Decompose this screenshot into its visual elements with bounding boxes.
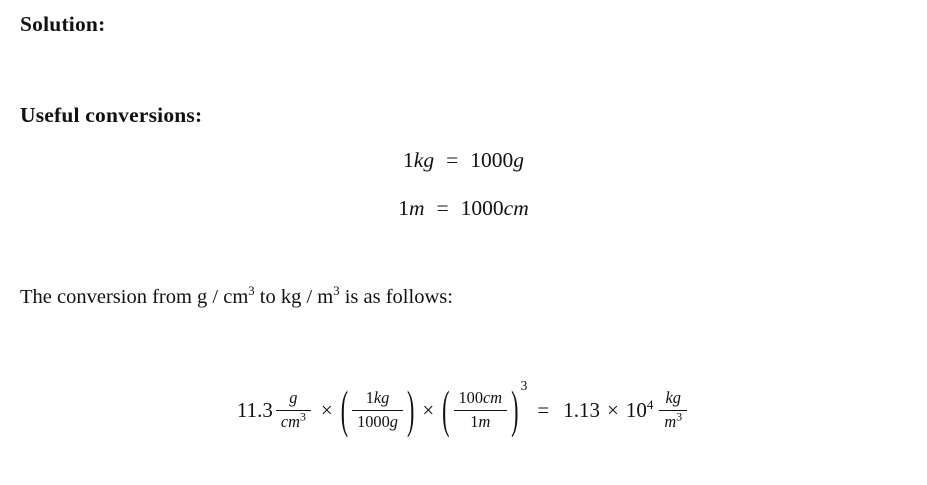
left-paren: ( <box>442 379 450 439</box>
power-of-ten: $10^4$ <box>625 396 654 422</box>
left-paren: ( <box>340 379 349 439</box>
multiplication-sign: × <box>422 397 435 422</box>
fraction-mass: $\frac{1kg}{1000g}$ <box>352 388 403 432</box>
multiplication-sign: × <box>320 397 333 422</box>
length-conversion-factor <box>441 378 528 439</box>
fraction-result: $\frac{kg}{m^3}$ <box>659 388 687 432</box>
right-paren: ) <box>511 379 519 439</box>
mass-conversion-factor <box>340 379 416 439</box>
cube-exponent: 3 <box>520 378 528 394</box>
useful-conversions-heading: Useful conversions: <box>20 103 203 127</box>
length-lhs: 1m <box>398 196 425 220</box>
solution-heading: Solution: <box>20 12 106 36</box>
conversion-equation-mass <box>0 148 927 173</box>
equals-sign: = <box>537 397 550 422</box>
result-coefficient: 1.13 <box>563 397 600 422</box>
conversion-equation-length <box>0 196 927 221</box>
length-rhs: 1000cm <box>460 196 529 220</box>
paragraph-text-2: to kg / m <box>254 286 334 308</box>
superscript-3: 3 <box>248 284 255 299</box>
equals-sign: = <box>446 148 459 172</box>
paragraph-text-3: is as follows: <box>339 286 453 308</box>
fraction-density: $\frac{g}{cm^3}$ <box>276 388 311 432</box>
paragraph-text-1: The conversion from g / cm <box>20 286 249 308</box>
conversion-paragraph <box>20 283 453 311</box>
fraction-length: $\frac{100cm}{1m}$ <box>454 388 508 432</box>
mass-lhs: 1kg <box>403 148 435 172</box>
equals-sign: = <box>436 196 449 220</box>
multiplication-sign: × <box>607 397 619 422</box>
right-paren: ) <box>406 379 415 439</box>
mass-rhs: 1000g <box>470 148 524 172</box>
superscript-3: 3 <box>333 284 340 299</box>
coefficient: 11.3 <box>236 397 273 422</box>
main-conversion-equation <box>0 368 927 452</box>
